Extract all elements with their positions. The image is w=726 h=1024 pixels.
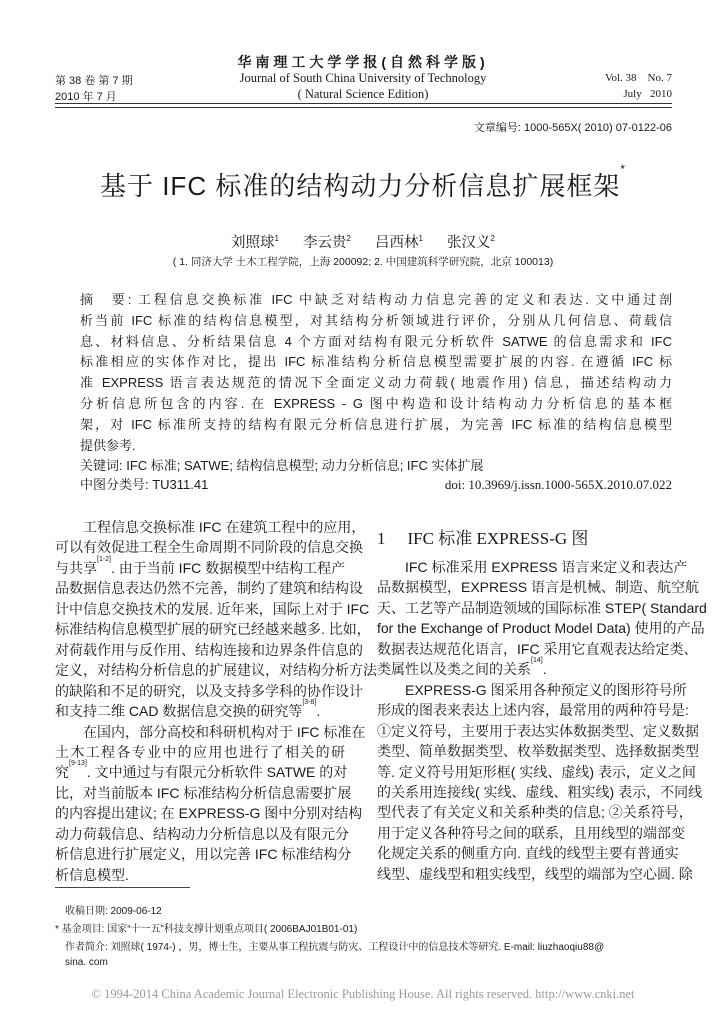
classification-row (80, 475, 672, 494)
title-text: 基于 IFC 标准的结构动力分析信息扩展框架 (99, 171, 621, 201)
text-line: 类属性以及类之间的关系[14]. (377, 657, 547, 678)
author: 刘照球$^1$ (231, 234, 279, 251)
text-line: 品数据信息表达仍然不完善，制约了建筑和结构设 (55, 580, 363, 597)
citation: [9-13] (69, 760, 87, 768)
text-line: 析信息进行扩展定义，用以完善 IFC 标准结构分 (55, 846, 352, 863)
text-line: 比，对当前版本 IFC 标准结构分析信息需要扩展 (55, 784, 352, 801)
text-line: 类型、简单数据类型、枚举数据类型、选择数据类型 (377, 743, 699, 760)
volume-cn: 第 38 卷 第 7 期 (55, 75, 133, 87)
journal-title-cn: 华南理工大学学报(自然科学版) (237, 54, 489, 70)
text-line: 标准结构信息模型扩展的研究已经越来越多. 比如， (55, 621, 371, 638)
text-line: 的关系用连接线( 实线、虚线、粗实线) 表示，不同线 (377, 783, 703, 800)
citation: [3-8] (302, 699, 317, 707)
header-rule (55, 103, 672, 104)
text-line: 提供参考. (80, 437, 136, 453)
text-line: IFC 标准采用 EXPRESS 语言来定义和表达产 (405, 559, 688, 575)
journal-title-en: Journal of South China University of Technology (239, 71, 487, 85)
paper-title (0, 162, 726, 203)
abstract (80, 290, 672, 494)
text-line: 数据表达规范化语言，IFC 采用它直观表达给定类、 (377, 640, 698, 657)
text-line: 析信息模型. (55, 866, 129, 883)
text-line: 品数据模型，EXPRESS 语言是机械、制造、航空航 (377, 579, 700, 596)
author: 李云贵$^2$ (303, 234, 351, 251)
text-line: 在国内，部分高校和科研机构对于 IFC 标准在 (83, 723, 366, 740)
clc-number: 中图分类号: TU311.41 (80, 477, 209, 493)
text-line: 的内容提出建议; 在 EXPRESS-G 图中分别对结构 (55, 805, 363, 822)
text-line: EXPRESS-G 图采用各种预定义的图形符号所 (405, 681, 687, 698)
author-bio: 作者简介: 刘照球( 1974-) ，男，博士生，主要从事工程抗震与防灾、工程设计中的信息技术等研究. E-mail: liuzhaoqiu88@ (65, 942, 605, 953)
doi: doi: 10.3969/j.issn.1000-565X.2010.07.022 (444, 477, 672, 493)
volume-en: Vol. 38 No. 7 (604, 72, 672, 84)
text-line: 究[9-13]. 文中通过与有限元分析软件 SATWE 的对 (55, 760, 348, 781)
date-cn: 2010 年 7 月 (55, 91, 117, 103)
text-line: 和支持二维 CAD 数据信息交换的研究等[3-8]. (55, 699, 321, 720)
keywords: 关键词: IFC 标准; SATWE; 结构信息模型; 动力分析信息; IFC 实体扩展 (80, 458, 484, 474)
text-line: 息、材料信息、分析结果信息 4 个方面对结构有限元分析软件 SATWE 的信息需求和 IFC (80, 333, 672, 349)
text-line: 分析信息所包含的内容. 在 EXPRESS - G 图中构造和设计结构动力分析信息的基本框 (80, 395, 672, 411)
abstract-body (80, 290, 672, 456)
article-number: 文章编号: 1000-565X( 2010) 07-0122-06 (473, 122, 672, 134)
left-column (55, 517, 377, 885)
text-line: 计中信息交换技术的发展. 近年来，国际上对于 IFC (55, 600, 370, 617)
text-line: 定义，对结构分析信息的扩展建议，对结构分析方法 (55, 662, 377, 679)
text-line: ①定义符号，主要用于表达实体数据类型、定义数据 (377, 722, 699, 739)
text-line: 化规定关系的侧重方向. 直线的线型主要有普通实 (377, 845, 679, 862)
text-line: for the Exchange of Product Model Data) 使用的产品 (377, 620, 705, 637)
text-line: 线型、虚线型和粗实线型，线型的端部为空心圆. 除 (377, 865, 693, 882)
date-en: July 2010 (623, 88, 672, 100)
copyright-notice: © 1994-2014 China Academic Journal Electronic Publishing House. All rights reserved. http://www.cnki.net (91, 987, 635, 1001)
header-rule-2 (55, 107, 672, 108)
text-line: 型代表了有关定义和关系种类的信息; ②关系符号， (377, 804, 693, 821)
text-line: 土木工程各专业中的应用也进行了相关的研 (55, 743, 345, 760)
text-line: 天、工艺等产品制造领域的国际标准 STEP( Standard (377, 599, 707, 616)
text-line: 准 EXPRESS 语言表达规范的情况下全面定义动力荷载( 地震作用) 信息，描述结构动力 (80, 375, 672, 391)
text-line: 与共享[1-2]. 由于当前 IFC 数据模型中结构工程产 (55, 555, 346, 576)
section-heading (377, 524, 588, 549)
footnote-rule (55, 887, 190, 888)
journal-edition: ( Natural Science Edition) (297, 87, 429, 101)
received-date: 收稿日期: 2009-06-12 (65, 906, 162, 917)
text-line: 析当前 IFC 标准的结构信息模型，对其结构分析领域进行评价，分别从几何信息、荷载信 (80, 312, 672, 328)
author-list (0, 231, 726, 252)
text-line: 用于定义各种符号之间的联系，且用线型的端部变 (377, 824, 685, 841)
author-bio-cont: sina. com (65, 957, 108, 968)
text-line: 等. 定义符号用矩形框( 实线、虚线) 表示，定义之间 (377, 763, 696, 780)
right-column (377, 557, 707, 884)
fund-note: * 基金项目: 国家“十一五”科技支撑计划重点项目( 2006BAJ01B01-01) (55, 924, 358, 935)
citation: [14] (531, 657, 543, 665)
text-line: 工程信息交换标准 IFC 在建筑工程中的应用， (83, 519, 366, 535)
text-line: 的缺陷和不足的研究，以及支持多学科的协作设计 (55, 682, 363, 699)
citation: [1-2] (97, 555, 112, 563)
section-title: IFC 标准 EXPRESS-G 图 (407, 529, 589, 548)
author: 吕西林$^1$ (375, 234, 423, 251)
title-footnote-mark: * (620, 162, 626, 176)
text-line: 架，对 IFC 标准所支持的结构有限元分析信息进行扩展，为完善 IFC 标准的结构信息模型 (80, 416, 672, 432)
section-number: 1 (377, 529, 386, 548)
text-line: 摘 要: 工程信息交换标准 IFC 中缺乏对结构动力信息完善的定义和表达. 文中通过剖 (80, 292, 672, 307)
author: 张汉义$^2$ (447, 234, 495, 251)
affiliation: ( 1. 同济大学 土木工程学院，上海 200092; 2. 中国建筑科学研究院，北京 100013) (172, 256, 554, 268)
text-line: 可以有效促进工程全生命周期不同阶段的信息交换 (55, 539, 363, 556)
text-line: 动力荷载信息、结构动力分析信息以及有限元分 (55, 825, 349, 842)
text-line: 形成的图表来表达上述内容，最常用的两种符号是: (377, 702, 689, 719)
text-line: 标准相应的实体作对比，提出 IFC 标准结构分析信息模型需要扩展的内容. 在遵循 IFC 标 (80, 354, 672, 370)
text-line: 对荷载作用与反作用、结构连接和边界条件信息的 (55, 641, 363, 658)
